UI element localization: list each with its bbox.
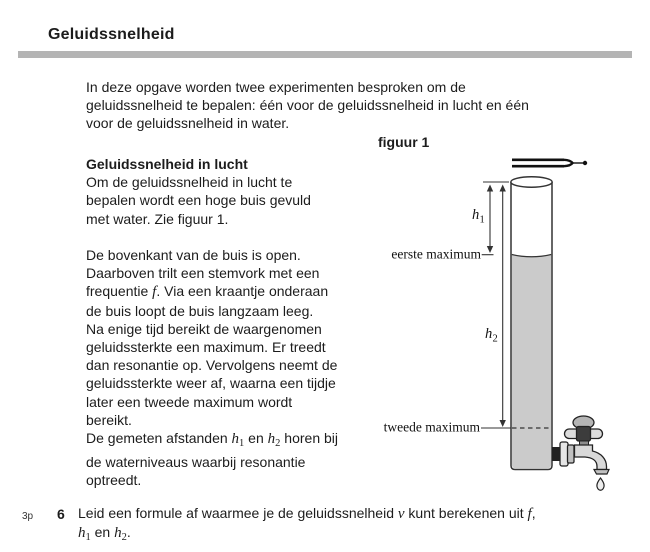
text-line: frequentie f. Via een kraantje onderaan <box>86 283 329 301</box>
h2-subscript: 2 <box>492 333 498 345</box>
text-line: bereikt. <box>86 411 132 428</box>
text-line: De bovenkant van de buis is open. <box>86 247 301 263</box>
tuning-fork-icon <box>512 160 587 166</box>
question-number: 6 <box>57 506 65 522</box>
water <box>512 255 551 469</box>
figure-caption: figuur 1 <box>378 134 430 150</box>
text-line: geluidssnelheid te bepalen: één voor de geluidssnelheid in lucht en één <box>86 97 529 114</box>
page-title: Geluidssnelheid <box>48 26 175 43</box>
first-maximum-label: eerste maximum <box>391 246 481 262</box>
faucet-flange-outer <box>560 442 568 466</box>
left-column <box>86 155 386 490</box>
figure-1-diagram <box>378 150 650 510</box>
h1-subscript: 1 <box>479 214 485 226</box>
second-maximum-label: tweede maximum <box>383 419 480 435</box>
h2-label: h <box>485 326 493 342</box>
h1-label: h <box>472 207 480 223</box>
text-line: Leid een formule af waarmee je de geluidssnelheid v kunt berekenen uit f, <box>78 505 536 522</box>
question-points: 3p <box>22 511 34 522</box>
faucet-body-spout <box>575 445 607 470</box>
paragraph-air-2 <box>86 246 386 490</box>
text-line: bepalen wordt een hoge buis gevuld <box>86 192 311 209</box>
text-line: later een tweede maximum wordt <box>86 393 293 410</box>
text-line: dan resonantie op. Vervolgens neemt de <box>86 357 338 374</box>
text-line: optreedt. <box>86 472 142 489</box>
h1-arrow <box>487 185 493 254</box>
question-text <box>78 504 536 547</box>
faucet-flange-inner <box>568 445 575 463</box>
faucet-handle-hub <box>577 427 591 442</box>
text-line: Om de geluidssnelheid in lucht te <box>86 174 293 191</box>
text-line: geluidssterkte een maximum. Er treedt <box>86 339 326 356</box>
text-line: voor de geluidssnelheid in water. <box>86 115 290 132</box>
tube-mouth <box>511 177 552 187</box>
text-line: $h_1$ en $h_2$. <box>78 524 131 544</box>
intro-paragraph <box>86 78 529 133</box>
title-divider <box>18 51 632 58</box>
paragraph-air-1 <box>86 173 386 228</box>
faucet <box>552 416 609 490</box>
water-drop-icon <box>597 478 604 490</box>
h2-arrow <box>500 185 506 428</box>
text-line: In deze opgave worden twee experimenten besproken om de <box>86 79 466 95</box>
text-line: Daarboven trilt een stemvork met een <box>86 265 320 282</box>
section-heading: Geluidssnelheid in lucht <box>86 156 248 172</box>
text-line: geluidssterkte weer af, waarna een tijdje <box>86 375 336 392</box>
text-line: De gemeten afstanden $h_1$ en $h_2$ horen bij <box>86 430 338 450</box>
faucet-spout-tip <box>594 470 609 475</box>
text-line: de buis loopt de buis langzaam leeg. <box>86 302 314 319</box>
text-line: met water. Zie figuur 1. <box>86 210 229 227</box>
text-line: Na enige tijd bereikt de waargenomen <box>86 320 322 337</box>
text-line: de waterniveaus waarbij resonantie <box>86 454 306 471</box>
